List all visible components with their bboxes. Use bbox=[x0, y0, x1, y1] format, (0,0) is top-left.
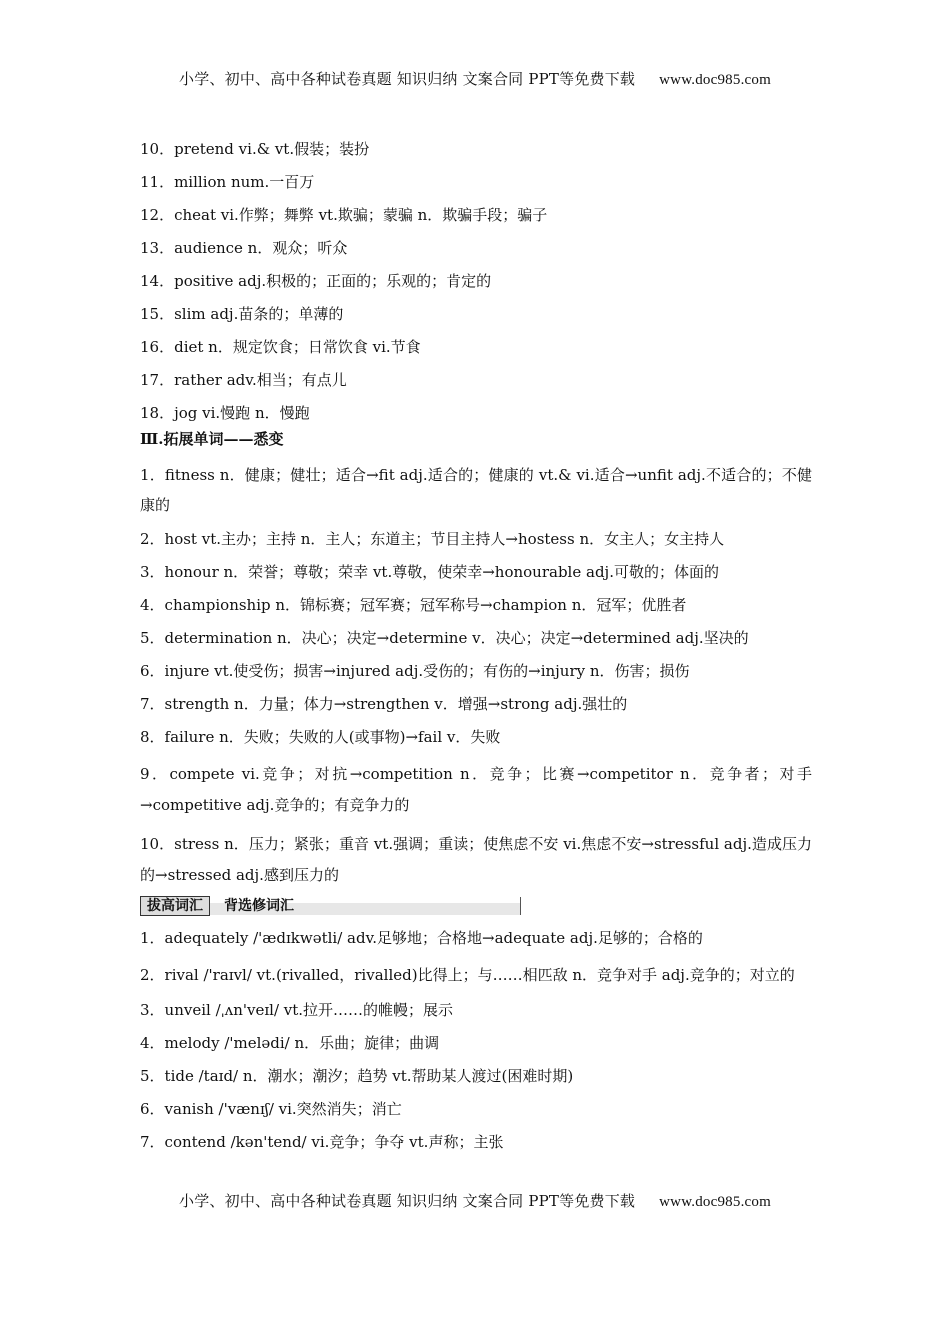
vocab-item: 10．pretend vi.& vt.假装；装扮 bbox=[140, 140, 370, 158]
vocab-item: 14．positive adj.积极的；正面的；乐观的；肯定的 bbox=[140, 272, 492, 290]
vocab-item: 4．melody /'melədi/ n．乐曲；旋律；曲调 bbox=[140, 1034, 440, 1052]
page-footer bbox=[0, 1190, 950, 1211]
document-body bbox=[140, 138, 812, 1164]
vocab-item: 2．host vt.主办；主持 n．主人；东道主；节目主持人→hostess n．女主人；女主持人 bbox=[140, 530, 725, 548]
vocab-item: 12．cheat vi.作弊；舞弊 vt.欺骗；蒙骗 n．欺骗手段；骗子 bbox=[140, 206, 548, 224]
vocab-item: 5．determination n．决心；决定→determine v．决心；决定→determined adj.坚决的 bbox=[140, 629, 749, 647]
advanced-vocab-banner bbox=[140, 897, 521, 915]
vocab-item: 7．strength n．力量；体力→strengthen v．增强→strong adj.强壮的 bbox=[140, 695, 628, 713]
vocab-list-extended bbox=[140, 460, 812, 891]
section-heading-extended-words: Ⅲ.拓展单词——悉变 bbox=[140, 430, 284, 448]
vocab-item: 10．stress n．压力；紧张；重音 vt.强调；重读；使焦虑不安 vi.焦虑不安→stressful adj.造成压力的→stressed adj.感到压力的 bbox=[140, 835, 812, 884]
vocab-item: 16．diet n．规定饮食；日常饮食 vi.节食 bbox=[140, 338, 421, 356]
vocab-item: 3．unveil /ˌʌn'veɪl/ vt.拉开……的帷幔；展示 bbox=[140, 1001, 454, 1019]
vocab-item: 17．rather adv.相当；有点儿 bbox=[140, 371, 347, 389]
vocab-item: 6．vanish /'vænɪʃ/ vi.突然消失；消亡 bbox=[140, 1100, 402, 1118]
banner-sublabel: 背选修词汇 bbox=[224, 898, 294, 914]
vocab-item: 3．honour n．荣誉；尊敬；荣幸 vt.尊敬，使荣幸→honourable adj.可敬的；体面的 bbox=[140, 563, 719, 581]
footer-url[interactable]: www.doc985.com bbox=[659, 1194, 771, 1210]
vocab-item: 2．rival /'raɪvl/ vt.(rivalled，rivalled)比得上；与……相匹敌 n．竞争对手 adj.竞争的；对立的 bbox=[140, 966, 795, 984]
vocab-item: 1．fitness n．健康；健壮；适合→fit adj.适合的；健康的 vt.& vi.适合→unfit adj.不适合的；不健康的 bbox=[140, 466, 812, 514]
vocab-list-basic bbox=[140, 138, 812, 424]
vocab-list-advanced bbox=[140, 927, 812, 1153]
vocab-item: 15．slim adj.苗条的；单薄的 bbox=[140, 305, 344, 323]
vocab-item: 6．injure vt.使受伤；损害→injured adj.受伤的；有伤的→injury n．伤害；损伤 bbox=[140, 662, 690, 680]
vocab-item: 13．audience n．观众；听众 bbox=[140, 239, 348, 257]
vocab-item: 18．jog vi.慢跑 n．慢跑 bbox=[140, 404, 310, 422]
header-text: 小学、初中、高中各种试卷真题 知识归纳 文案合同 PPT等免费下载 bbox=[179, 70, 636, 88]
banner-label: 拔高词汇 bbox=[140, 896, 210, 916]
vocab-item: 11．million num.一百万 bbox=[140, 173, 315, 191]
page-header bbox=[0, 68, 950, 89]
vocab-item: 5．tide /taɪd/ n．潮水；潮汐；趋势 vt.帮助某人渡过(困难时期) bbox=[140, 1067, 574, 1085]
vocab-item: 1．adequately /'ædɪkwətli/ adv.足够地；合格地→adequate adj.足够的；合格的 bbox=[140, 929, 703, 947]
vocab-item: 8．failure n．失败；失败的人(或事物)→fail v．失败 bbox=[140, 728, 501, 746]
vocab-item: 7．contend /kən'tend/ vi.竞争；争夺 vt.声称；主张 bbox=[140, 1133, 504, 1151]
vocab-item: 4．championship n．锦标赛；冠军赛；冠军称号→champion n．冠军；优胜者 bbox=[140, 596, 687, 614]
header-url[interactable]: www.doc985.com bbox=[659, 72, 771, 88]
footer-text: 小学、初中、高中各种试卷真题 知识归纳 文案合同 PPT等免费下载 bbox=[179, 1192, 636, 1210]
vocab-item: 9．compete vi.竞争；对抗→competition n．竞争；比赛→competitor n．竞争者；对手→competitive adj.竞争的；有竞争力的 bbox=[140, 765, 812, 814]
